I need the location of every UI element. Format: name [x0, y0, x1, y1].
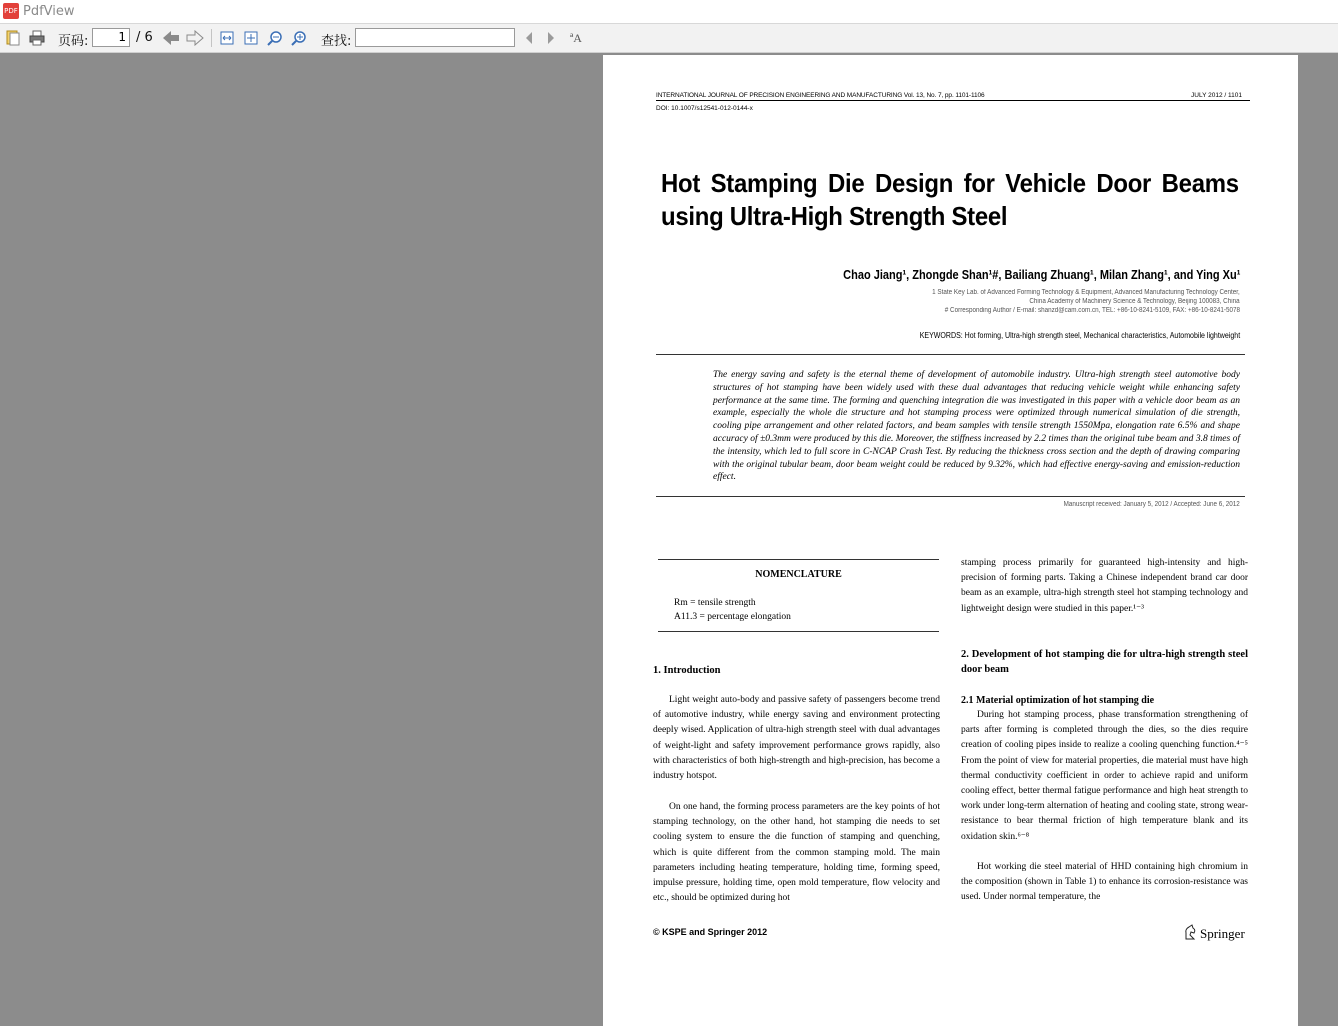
paper-title: Hot Stamping Die Design for Vehicle Door Beams using Ultra-High Strength Steel: [661, 168, 1239, 231]
affiliation-line: 1 State Key Lab. of Advanced Forming Technology & Equipment, Advanced Manufacturing Technology Center,: [932, 289, 1240, 296]
zoom-in-icon[interactable]: [290, 29, 308, 47]
nomenclature-item: A11.3 = percentage elongation: [674, 612, 791, 622]
toolbar-separator: [211, 29, 212, 47]
page-label: 页码:: [58, 34, 89, 49]
nomenclature-title: NOMENCLATURE: [755, 569, 842, 580]
nomenclature-item: Rm = tensile strength: [674, 598, 756, 608]
total-pages: / 6: [136, 30, 153, 45]
abstract-top-rule: [656, 354, 1245, 355]
pdf-app-icon: PDF: [3, 3, 19, 19]
app-title: PdfView: [23, 4, 75, 19]
title-bar: [0, 0, 1338, 24]
doi: DOI: 10.1007/s12541-012-0144-x: [656, 105, 753, 112]
section-heading-development: 2. Development of hot stamping die for ultra-high strength steel door beam: [961, 649, 1248, 675]
fit-page-icon[interactable]: [242, 29, 260, 47]
material-paragraph: During hot stamping process, phase transformation strengthening of parts after forming is completed through the dies, so the dies require creation of cooling pipes inside to realize a cooling quenching function.⁴⁻⁵ From the point of view for material properties, die material must have high thermal conductivity coefficient in order to achieve rapid and uniform cooling effect, better thermal fatigue performance and high heat strength to work under long-term alternation of heating and cooling state, strong wear-resistance to bear thermal friction of high temperature blank and its oxidation skin.⁶⁻⁸: [961, 710, 1248, 842]
manuscript-dates: Manuscript received: January 5, 2012 / Accepted: June 6, 2012: [1063, 501, 1240, 508]
intro-paragraph: On one hand, the forming process parameters are the key points of hot stamping technology, on the other hand, hot stamping die needs to set cooling system to ensure the die function of stamping and quenching, which is quite different from the common stamping mold. The main parameters including heating temperature, holding time, forming speed, impulse pressure, holding time, open mold temperature, flow velocity and etc., should be optimized during hot: [653, 802, 940, 904]
fit-width-icon[interactable]: [218, 29, 236, 47]
journal-header: INTERNATIONAL JOURNAL OF PRECISION ENGINEERING AND MANUFACTURING Vol. 13, No. 7, pp. 1101-1106: [656, 92, 985, 99]
search-label: 查找:: [321, 34, 352, 49]
toolbar: [0, 24, 1338, 53]
intro-paragraph: Light weight auto-body and passive safety of passengers become trend of automotive industry, while energy saving and environment protecting deeply wised. Application of ultra-high strength steel with dual advantages of weight-light and safety improvement performance grows rapidly, also with characteristics of both high-strength and high-precision, has become a industry hotspot.: [653, 695, 940, 782]
pdf-page: [603, 55, 1298, 1026]
affiliation-line: China Academy of Machinery Science & Technology, Beijing 100083, China: [1029, 298, 1240, 305]
material-paragraph: Hot working die steel material of HHD containing high chromium in the composition (shown in Table 1) to enhance its corrosion-resistance was used. Under normal temperature, the: [961, 862, 1248, 903]
springer-wordmark: Springer: [1200, 926, 1245, 941]
copyright-footer: © KSPE and Springer 2012: [653, 927, 768, 937]
right-column-paragraph: stamping process primarily for guaranteed high-intensity and high-precision of forming parts. Taking a Chinese independent brand car door beam as an example, ultra-high strength steel hot stamping technology and lightweight design were studied in this paper.¹⁻³: [961, 558, 1248, 614]
keywords: KEYWORDS: Hot forming, Ultra-high strength steel, Mechanical characteristics, Automobile lightweight: [919, 331, 1240, 340]
corresponding-author: # Corresponding Author / E-mail: shanzd@cam.com.cn, TEL: +86-10-8241-5109, FAX: +86-10-8241-5078: [944, 307, 1240, 314]
print-icon[interactable]: [28, 29, 46, 47]
search-input[interactable]: [355, 28, 515, 47]
springer-horse-icon: [1183, 924, 1197, 944]
open-file-icon[interactable]: [4, 29, 22, 47]
match-case-icon[interactable]: ªA: [570, 30, 582, 45]
nomenclature-bottom-rule: [658, 631, 939, 632]
section-heading-introduction: 1. Introduction: [653, 665, 721, 676]
springer-logo: [1183, 924, 1245, 944]
previous-page-icon[interactable]: [162, 29, 180, 47]
issue-date-header: JULY 2012 / 1101: [1191, 92, 1242, 99]
search-previous-icon[interactable]: [520, 29, 538, 47]
abstract: The energy saving and safety is the eternal theme of development of automobile industry. Ultra-high strength steel automotive body structures of hot stamping have been widely used with these dual advantages that reducing vehicle weight while enhancing safety performance at the same time. The forming and quenching integration die was investigated in this paper with a vehicle door beam as an example, especially the whole die structure and hot stamping process were optimized through numerical simulation of die strength, cooling pipe arrangement and other related factors, and beam samples with tensile strength 1550Mpa, elongation rate 6.5% and shape accuracy of ±0.3mm were produced by this die. Moreover, the stiffness increased by 2.2 times than the original tube beam and 3.8 times of the intensity, which led to full score in C-NCAP Crash Test. By reducing the thickness cross section and the depth of drawing comparing with the original tubular beam, door beam weight could be reduced by 9.32%, which had effective energy-saving and emission-reduction effect.: [713, 370, 1240, 483]
abstract-bottom-rule: [656, 496, 1245, 497]
authors: Chao Jiang¹, Zhongde Shan¹#, Bailiang Zhuang¹, Milan Zhang¹, and Ying Xu¹: [842, 268, 1240, 282]
page-number-input[interactable]: 1: [92, 28, 130, 47]
subsection-heading-material: 2.1 Material optimization of hot stamping die: [961, 695, 1155, 706]
nomenclature-top-rule: [658, 559, 939, 560]
next-page-icon[interactable]: [186, 29, 204, 47]
zoom-out-icon[interactable]: [266, 29, 284, 47]
header-rule: [656, 100, 1250, 101]
search-next-icon[interactable]: [542, 29, 560, 47]
